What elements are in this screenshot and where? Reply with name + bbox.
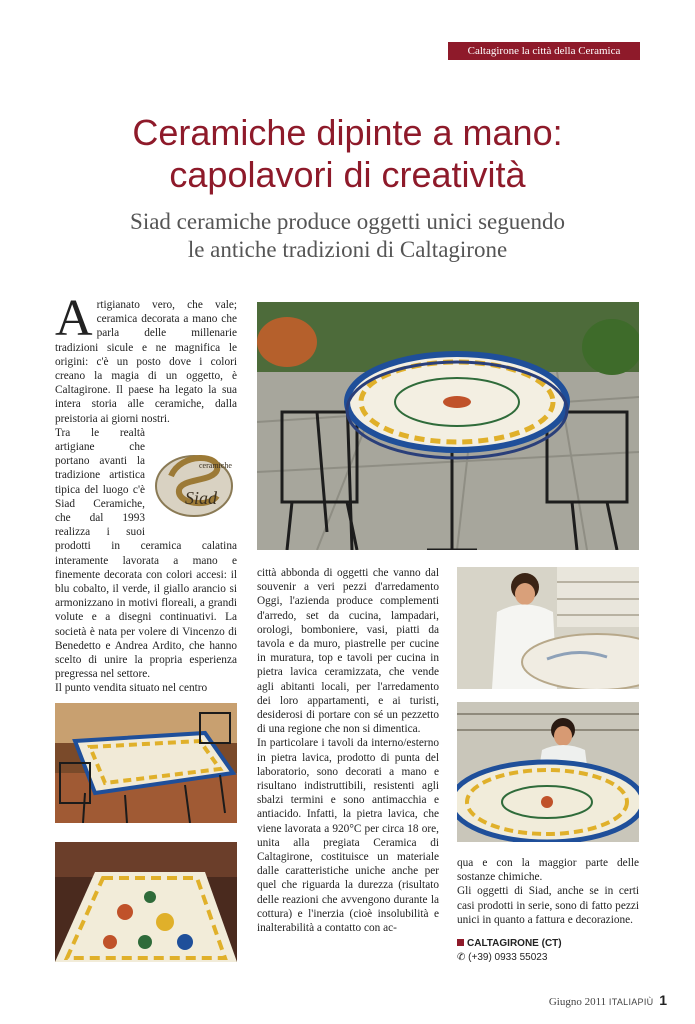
photo-indoor-table bbox=[55, 703, 237, 823]
article-paragraph: Il punto vendita situato nel centro bbox=[55, 682, 208, 695]
logo-text: Siad bbox=[185, 487, 218, 508]
article-paragraph: Gli oggetti di Siad, anche se in certi casi prodotti in serie, sono di fatto pezzi unici in quanto a fattura e decorazione. bbox=[457, 885, 639, 926]
contact-block bbox=[457, 937, 639, 965]
page-number: 1 bbox=[659, 992, 667, 1008]
article-paragraph: ceramiche Siad Tra le realtà artigiane che portano avanti la tradizione artistica tipica del luogo c'è Siad Ceramiche, che dal 1993 realizza i suoi prodotti in ceramica calatina interamente lavorata a mano e finemente decorata con colori accesi: il blu cobalto, il verde, il giallo arancio si armonizzano in motivi floreali, a grandi volute e a disegni continuativi. La società è nata per volere di Vincenzo di Benedetto e Andrea Ardito, che hanno scelto di unire la propria esperienza pregressa nel settore. bbox=[55, 426, 237, 681]
footer-magazine: ITALIAPIÙ bbox=[608, 997, 654, 1007]
photo-tabletop bbox=[55, 842, 237, 962]
page-title: Ceramiche dipinte a mano: capolavori di creatività bbox=[132, 112, 563, 195]
photo-artisan-painting-2 bbox=[457, 702, 639, 842]
logo-subtext: ceramiche bbox=[199, 460, 232, 470]
section-tag: Caltagirone la città della Ceramica bbox=[448, 42, 640, 60]
article-column-1-top bbox=[55, 290, 237, 696]
photo-artisan-painting-1 bbox=[457, 567, 639, 689]
page-footer bbox=[549, 992, 667, 1008]
article-column-3 bbox=[457, 856, 639, 927]
contact-city: CALTAGIRONE (CT) bbox=[457, 937, 639, 951]
article-paragraph: rtigianato vero, che vale; ceramica decorata a mano che parla delle millenarie tradizioni sicule e ne magnifica le origini: c'è un posto dove i colori creano la magia di un oggetto, è Caltagirone. Il paese ha legato la sua intera storia alle ceramiche, dalla preistoria ai giorni nostri. bbox=[55, 299, 237, 425]
logo-wrap bbox=[151, 432, 237, 532]
drop-cap: A bbox=[55, 290, 93, 347]
article-paragraph: qua e con la maggior parte delle sostanze chimiche. bbox=[457, 857, 639, 884]
photo-outdoor-table bbox=[257, 302, 639, 550]
square-bullet-icon bbox=[457, 939, 464, 946]
footer-issue: Giugno 2011 bbox=[548, 996, 607, 1008]
page-subtitle: Siad ceramiche produce oggetti unici seguendo le antiche tradizioni di Caltagirone bbox=[130, 209, 565, 262]
article-paragraph: In particolare i tavoli da interno/esterno in pietra lavica, prodotto di punta del laboratorio, sono decorati a mano e risultano indistruttibili, resistenti agli sbalzi termini e sono antimacchia e antiacido. Infatti, la pietra lavica, che viene lavorata a 920°C per circa 18 ore, unita alla pregiata Ceramica di Caltagirone, costituisce un materiale dalle caratteristiche uniche anche per quel che riguarda la durezza (risultato delle reazioni che avvengono durante la cottura) e l'inerzia (cioè insolubilità e inalterabilità a contatto con ac- bbox=[257, 737, 439, 935]
contact-phone: ✆ (+39) 0933 55023 bbox=[457, 952, 548, 963]
siad-logo bbox=[151, 432, 237, 532]
article-column-2 bbox=[257, 566, 439, 935]
article-paragraph: città abbonda di oggetti che vanno dal souvenir a veri pezzi d'arredamento Oggi, l'azienda produce complementi d'arredo, set da cucina, lampadari, orologi, bomboniere, vasi, piatti da tavola e da muro, piastrelle per cucine in muratura, top e tavoli per cucina in pietra lavica ceramizzata, che vende agli abitanti locali, per l'arredamento dei loro appartamenti, e ai turisti, desiderosi di portare con sé un pezzetto di una regione che non si dimentica. bbox=[257, 567, 439, 736]
